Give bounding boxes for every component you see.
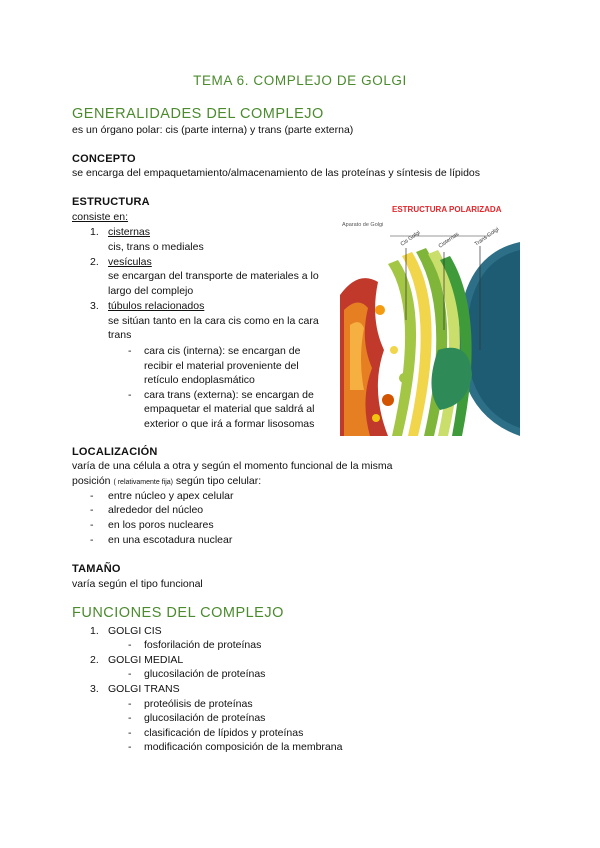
loc-dash: - (90, 519, 94, 531)
sub-dash: - (128, 389, 132, 401)
sub-dash: - (128, 741, 132, 753)
list-number: 1. (90, 226, 99, 238)
localizacion-heading: LOCALIZACIÓN (72, 446, 158, 458)
list-item: alrededor del núcleo (108, 504, 204, 516)
list-number: 3. (90, 683, 99, 695)
item-desc: largo del complejo (108, 285, 194, 297)
localizacion-line1: varía de una célula a otra y según el momento funcional de la misma (72, 460, 393, 472)
list-number: 2. (90, 654, 99, 666)
list-item: clasificación de lípidos y proteínas (144, 727, 304, 739)
item-label-tubulos: túbulos relacionados (108, 300, 205, 312)
sub-dash: - (128, 727, 132, 739)
funciones-heading: FUNCIONES DEL COMPLEJO (72, 605, 284, 621)
list-item: glucosilación de proteínas (144, 668, 266, 680)
sub-dash: - (128, 712, 132, 724)
subitem-line: retículo endoplasmático (144, 374, 255, 386)
subitem-line: cara cis (interna): se encargan de (144, 345, 301, 357)
list-item: en los poros nucleares (108, 519, 214, 531)
generalidades-heading: GENERALIDADES DEL COMPLEJO (72, 106, 324, 122)
group-label-cis: GOLGI CIS (108, 625, 162, 637)
concepto-heading: CONCEPTO (72, 153, 136, 165)
figure-label-apparatus: Aparato de Golgi (342, 222, 384, 228)
loc-dash: - (90, 490, 94, 502)
list-item: glucosilación de proteínas (144, 712, 266, 724)
tamano-text: varía según el tipo funcional (72, 578, 203, 590)
estructura-heading: ESTRUCTURA (72, 196, 150, 208)
group-label-trans: GOLGI TRANS (108, 683, 180, 695)
subitem-line: cara trans (externa): se encargan de (144, 389, 314, 401)
list-item: proteólisis de proteínas (144, 698, 253, 710)
figure-label-cis: Cis Golgi (399, 229, 422, 248)
item-desc: trans (108, 329, 132, 341)
subitem-line: exterior o que irá a formar lisosomas (144, 418, 315, 430)
item-desc: se encargan del transporte de materiales a lo (108, 270, 319, 282)
loc-dash: - (90, 534, 94, 546)
figure-label-cisternas: Cisternas (437, 231, 461, 250)
concepto-text: se encarga del empaquetamiento/almacenamiento de las proteínas y síntesis de lípidos (72, 167, 480, 179)
tamano-heading: TAMAÑO (72, 563, 121, 575)
subitem-line: empaquetar el material que saldrá al (144, 403, 315, 415)
page-title: TEMA 6. COMPLEJO DE GOLGI (193, 73, 407, 88)
list-item: modificación composición de la membrana (144, 741, 343, 753)
item-label-vesiculas: vesículas (108, 256, 152, 268)
group-label-medial: GOLGI MEDIAL (108, 654, 184, 666)
list-item: fosforilación de proteínas (144, 639, 262, 651)
sub-dash: - (128, 668, 132, 680)
sub-dash: - (128, 698, 132, 710)
subitem-line: recibir el material proveniente del (144, 360, 299, 372)
golgi-figure (340, 200, 520, 436)
list-item: entre núcleo y apex celular (108, 490, 234, 502)
estructura-intro: consiste en: (72, 211, 129, 223)
list-number: 2. (90, 256, 99, 268)
generalidades-text: es un órgano polar: cis (parte interna) y trans (parte externa) (72, 124, 354, 136)
localizacion-line2: posición ( relativamente fija) según tipo celular: (72, 475, 262, 487)
loc-dash: - (90, 504, 94, 516)
list-item: en una escotadura nuclear (108, 534, 233, 546)
list-number: 1. (90, 625, 99, 637)
figure-label-trans: Trans Golgi (473, 226, 501, 248)
item-label-cisternas: cisternas (108, 226, 151, 238)
item-desc: cis, trans o mediales (108, 241, 204, 253)
item-desc: se sitúan tanto en la cara cis como en la cara (108, 315, 319, 327)
figure-title: ESTRUCTURA POLARIZADA (392, 205, 502, 214)
sub-dash: - (128, 639, 132, 651)
list-number: 3. (90, 300, 99, 312)
sub-dash: - (128, 345, 132, 357)
